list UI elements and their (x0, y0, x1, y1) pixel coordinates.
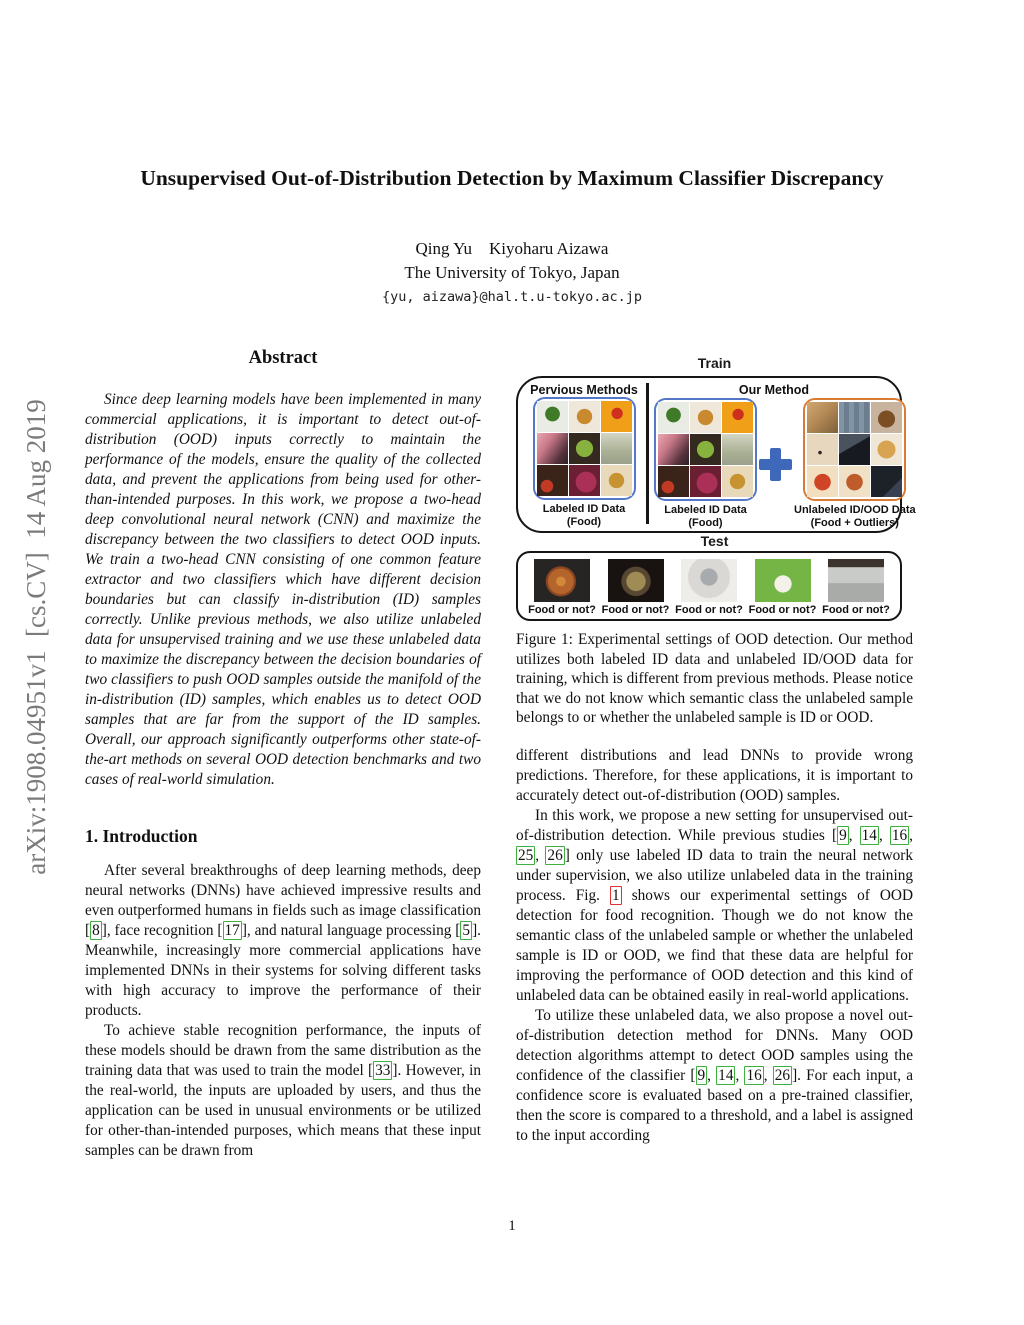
paper-title: Unsupervised Out-of-Distribution Detection by Maximum Classifier Discrepancy (140, 166, 884, 190)
image-tile (722, 402, 753, 433)
intro-paragraph-2: To achieve stable recognition performance, the inputs of these models should be drawn from the same distribution as the training data that was used to train the model [ 33 ]. However, in the real-world, the inputs are uploaded by users, and thus the application can be used in unusual environments or be utilized for other-than-intended purposes, which means that these input samples can be drawn from (85, 1022, 481, 1159)
image-tile (690, 402, 721, 433)
test-item (824, 559, 888, 616)
figure1-our-method-panel (654, 383, 916, 530)
abstract-text: Since deep learning models have been implemented in many commercial applications, it is important to detect out-of-distribution (OOD) inputs correctly to maintain the performance of the models, ensure the quality of the collected data, and prevent the applications from being used for other-than-intended purposes. In this work, we propose a two-head deep convolutional neural network (CNN) and maximize the discrepancy between the two classifiers to detect OOD inputs. We train a two-head CNN consisting of one common feature extractor and two classifiers which have different decision boundaries but can classify in-distribution (ID) samples correctly. Unlike previous methods, we also utilize unlabeled data for unsupervised training and we use these unlabeled data to maximize the discrepancy between the decision boundaries of two classifiers to push OOD samples outside the manifold of the in-distribution (ID) samples, which enables us to detect OOD samples that are far from the support of the ID samples. Overall, our approach significantly outperforms other state-of-the-art methods on several OOD detection benchmarks and two cases of real-world simulation. (85, 391, 481, 788)
test-item-label: Food or not? (528, 604, 596, 616)
figure-link[interactable]: 1 (612, 886, 620, 904)
introduction-heading: 1. Introduction (85, 826, 198, 846)
test-item (677, 559, 741, 616)
affiliation-line: The University of Tokyo, Japan (404, 263, 620, 282)
image-tile (658, 402, 689, 433)
citation-link[interactable]: 16 (746, 1066, 762, 1084)
image-tile (537, 401, 568, 432)
image-tile (690, 466, 721, 497)
abstract-heading: Abstract (248, 348, 318, 368)
figure1 (516, 355, 916, 624)
test-image (681, 559, 737, 602)
previous-methods-label: Pervious Methods (530, 383, 638, 397)
body-paragraph-3: To utilize these unlabeled data, we also propose a novel out-of-distribution detection method for DNNs. Many OOD detection algorithms attempt to detect OOD samples using the confidence of the classifier [ 9 , 14 , 16 , 26 ]. For each input, a confidence score is evaluated based on a pre-trained classifier, then the score is compared to a threshold, and a label is assigned to the input according (516, 1006, 913, 1144)
figure1-test-frame (516, 551, 902, 621)
image-tile (722, 434, 753, 465)
image-tile (569, 401, 600, 432)
id-data-grid-2 (658, 402, 753, 497)
labeled-id-image-box-2 (654, 398, 757, 501)
test-row (518, 553, 900, 616)
image-tile (601, 465, 632, 496)
test-image (534, 559, 590, 602)
image-tile (601, 433, 632, 464)
labeled-id-caption-2: Labeled ID Data (Food) (664, 504, 747, 529)
image-tile (839, 402, 870, 433)
image-tile (839, 434, 870, 465)
figure1-test-label: Test (700, 533, 729, 549)
image-tile (807, 466, 838, 497)
plus-icon (759, 448, 792, 481)
test-item-label: Food or not? (822, 604, 890, 616)
left-column (85, 348, 481, 1161)
image-tile (690, 434, 721, 465)
authors-line: Qing Yu Kiyoharu Aizawa (415, 239, 609, 258)
image-tile (569, 465, 600, 496)
image-tile (537, 465, 568, 496)
image-tile (807, 402, 838, 433)
test-item-label: Food or not? (601, 604, 670, 616)
unlabeled-caption: Unlabeled ID/OOD Data (Food + Outliers) (794, 504, 916, 529)
citation-link[interactable]: 17 (224, 922, 240, 939)
citation-link[interactable]: 5 (462, 922, 471, 939)
image-tile (807, 434, 838, 465)
figure1-caption: Figure 1: Experimental settings of OOD detection. Our method utilizes both labeled ID data and unlabeled ID/OOD data for training, which is different from previous methods. Please notice that we do not know which semantic class the unlabeled sample belongs to or whether the unlabeled sample is ID or OOD. (516, 631, 913, 726)
citation-link[interactable]: 26 (547, 846, 563, 864)
citation-link[interactable]: 14 (861, 826, 877, 844)
intro-paragraph-1: After several breakthroughs of deep learning methods, deep neural networks (DNNs) have achieved impressive results and even outperformed humans in fields such as image classification [ 8 ], face recognition [ 17 ], and natural language processing [ 5 ]. Meanwhile, increasingly more commercial applications have implemented DNNs in their systems for solving different tasks with high accuracy to improve the performance of their products. (85, 862, 481, 1019)
figure1-train-label: Train (697, 355, 732, 371)
body-paragraph-2: In this work, we propose a new setting for unsupervised out-of-distribution detection. While previous studies [ 9 , 14 , 16 , 25 , 26 ] only use labeled ID data to train the neural network under supervision, we also utilize unlabeled data in the training process. Fig. 1 shows our experimental settings of OOD detection for food recognition. Though we do not know the semantic class of the unlabeled sample or whether the unlabeled sample is ID or OOD, we find that these data are helpful for improving the performance of OOD detection and this kind of unlabeled data can be obtained easily in real-world applications. (516, 806, 914, 1004)
citation-link[interactable]: 25 (518, 846, 534, 864)
email-line: {yu, aizawa}@hal.t.u-tokyo.ac.jp (381, 289, 643, 305)
image-tile (601, 401, 632, 432)
test-item (530, 559, 594, 616)
image-tile (722, 466, 753, 497)
test-image (828, 559, 884, 602)
figure1-train-frame (516, 376, 916, 533)
arxiv-banner: arXiv:1908.04951v1 [cs.CV] 14 Aug 2019 (21, 399, 51, 875)
image-tile (839, 466, 870, 497)
figure1-divider (646, 383, 649, 524)
citation-link[interactable]: 9 (839, 826, 847, 844)
image-tile (658, 466, 689, 497)
test-item-label: Food or not? (748, 604, 817, 616)
page-number: 1 (508, 1218, 516, 1234)
citation-link[interactable]: 9 (697, 1066, 706, 1084)
body-paragraph-1: different distributions and lead DNNs to provide wrong predictions. Therefore, for these applications, it is important to accurately detect out-of-distribution (OOD) samples. (516, 746, 913, 804)
image-tile (569, 433, 600, 464)
right-column (516, 355, 916, 1146)
test-image (608, 559, 664, 602)
image-tile (871, 466, 902, 497)
citation-link[interactable]: 26 (774, 1066, 791, 1084)
citation-link[interactable]: 16 (891, 826, 908, 844)
test-item (601, 559, 670, 616)
unlabeled-image-box (803, 398, 906, 501)
image-tile (658, 434, 689, 465)
test-item-label: Food or not? (675, 604, 743, 616)
labeled-id-caption: Labeled ID Data (Food) (542, 503, 626, 528)
image-tile (537, 433, 568, 464)
citation-link[interactable]: 33 (375, 1062, 391, 1079)
test-image (755, 559, 811, 602)
test-item (748, 559, 817, 616)
figure1-previous-methods-panel (528, 383, 640, 529)
image-tile (871, 402, 902, 433)
citation-link[interactable]: 8 (92, 922, 100, 939)
our-method-label: Our Method (738, 383, 810, 397)
citation-link[interactable]: 14 (718, 1066, 734, 1084)
ood-data-grid (807, 402, 902, 497)
labeled-id-image-box (533, 397, 636, 500)
image-tile (871, 434, 902, 465)
id-data-grid (537, 401, 632, 496)
